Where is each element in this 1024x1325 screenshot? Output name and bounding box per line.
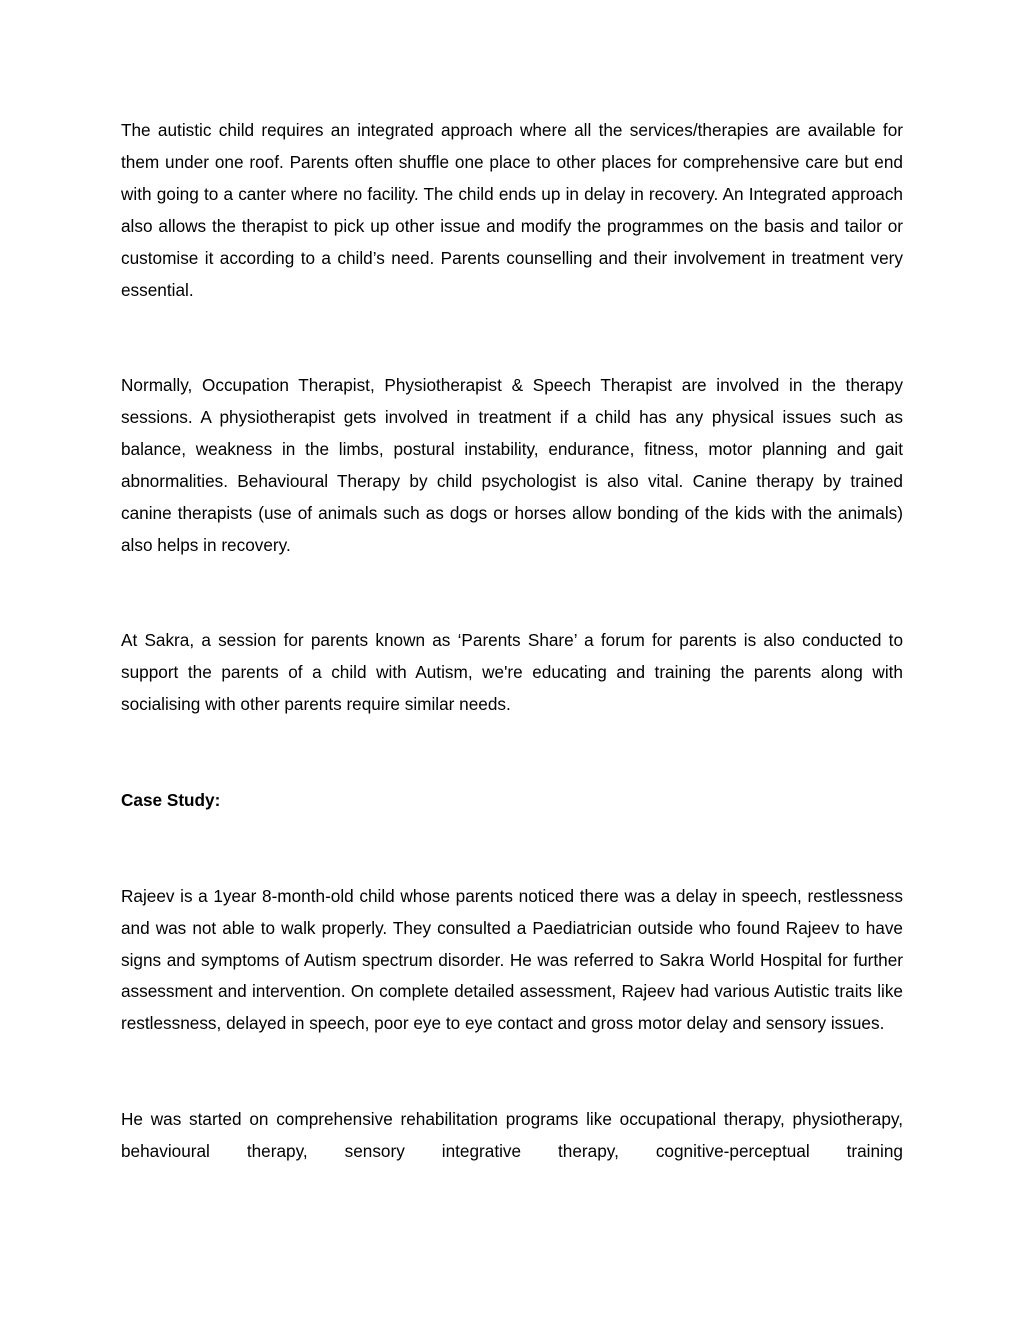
paragraph-parents-share: At Sakra, a session for parents known as ‘Parents Share’ a forum for parents is also conducted to support the parents of a child with Autism, we're educating and training the parents along with socialising with other parents require similar needs. <box>121 630 903 715</box>
paragraph-integrated-approach: The autistic child requires an integrated approach where all the services/therapies are available for them under one roof. Parents often shuffle one place to other places for comprehensive care but end with going to a canter where no facility. The child ends up in delay in recovery. An Integrated approach also allows the therapist to pick up other issue and modify the programmes on the basis and tailor or customise it according to a child’s need. Parents counselling and their involvement in treatment very essential. <box>121 120 903 300</box>
paragraph-case-rehabilitation: He was started on comprehensive rehabilitation programs like occupational therapy, physiotherapy, behavioural therapy, sensory integrative therapy, cognitive-perceptual training <box>121 1109 903 1161</box>
paragraph-therapists: Normally, Occupation Therapist, Physiotherapist & Speech Therapist are involved in the therapy sessions. A physiotherapist gets involved in treatment if a child has any physical issues such as balance, weakness in the limbs, postural instability, endurance, fitness, motor planning and gait abnormalities. Behavioural Therapy by child psychologist is also vital. Canine therapy by trained canine therapists (use of animals such as dogs or horses allow bonding of the kids with the animals) also helps in recovery. <box>121 375 903 555</box>
case-study-heading: Case Study: <box>121 789 221 810</box>
document-body <box>121 115 903 1168</box>
paragraph-case-rajeev: Rajeev is a 1year 8-month-old child whose parents noticed there was a delay in speech, restlessness and was not able to walk properly. They consulted a Paediatrician outside who found Rajeev to have signs and symptoms of Autism spectrum disorder. He was referred to Sakra World Hospital for further assessment and intervention. On complete detailed assessment, Rajeev had various Autistic traits like restlessness, delayed in speech, poor eye to eye contact and gross motor delay and sensory issues. <box>121 885 903 1034</box>
